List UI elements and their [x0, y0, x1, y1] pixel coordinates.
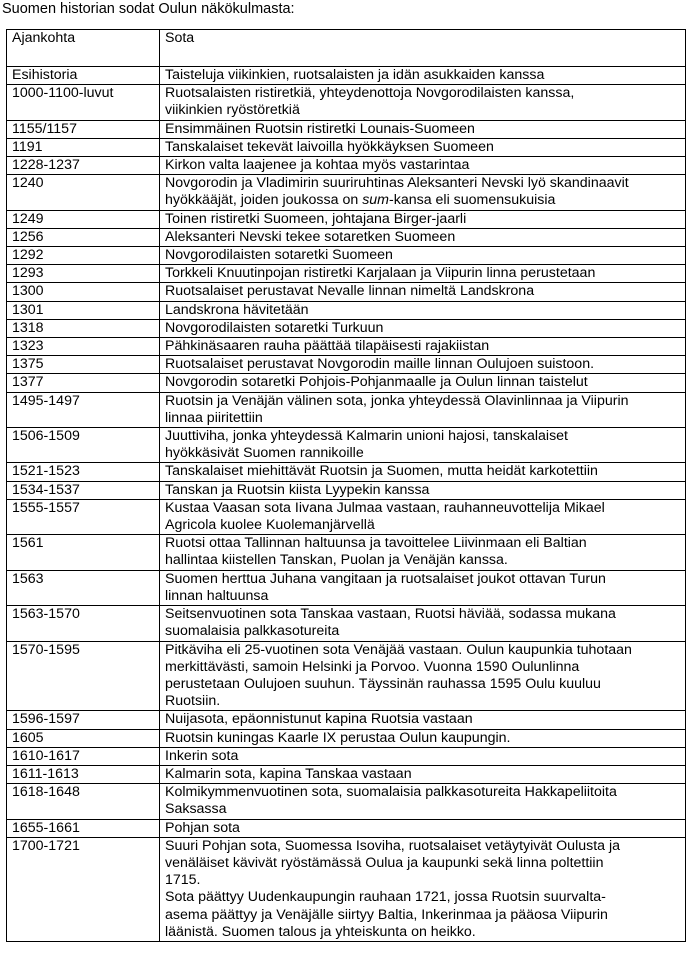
table-row: [7, 765, 686, 783]
period-cell: 1256: [7, 228, 160, 246]
period-cell: 1495-1497: [7, 392, 160, 427]
table-row: [7, 535, 686, 570]
table-row: [7, 570, 686, 605]
war-cell: Tanskalaiset miehittävät Ruotsin ja Suomen, mutta heidät karkotettiin: [160, 463, 686, 481]
period-cell: 1155/1157: [7, 120, 160, 138]
war-cell: Taisteluja viikinkien, ruotsalaisten ja idän asukkaiden kanssa: [160, 67, 686, 85]
period-cell: 1506-1509: [7, 428, 160, 463]
table-row: [7, 175, 686, 210]
table-row: [7, 228, 686, 246]
table-row: [7, 210, 686, 228]
table-row: [7, 301, 686, 319]
war-cell: Ruotsin ja Venäjän välinen sota, jonka yhteydessä Olavinlinnaa ja Viipurin linnaa piiritettiin: [160, 392, 686, 427]
war-cell: Seitsenvuotinen sota Tanskaa vastaan, Ruotsi häviää, sodassa mukana suomalaisia palkkasotureita: [160, 606, 686, 641]
table-row: [7, 120, 686, 138]
table-row: [7, 641, 686, 711]
table-row: [7, 338, 686, 356]
war-cell: Nuijasota, epäonnistunut kapina Ruotsia vastaan: [160, 711, 686, 729]
war-cell: Suomen herttua Juhana vangitaan ja ruotsalaiset joukot ottavan Turun linnan haltuunsa: [160, 570, 686, 605]
war-cell: Kustaa Vaasan sota Iivana Julmaa vastaan, rauhanneuvottelija Mikael Agricola kuolee Kuolemanjärvellä: [160, 499, 686, 534]
war-cell: Pähkinäsaaren rauha päättää tilapäisesti rajakiistan: [160, 338, 686, 356]
table-row: [7, 392, 686, 427]
period-cell: 1301: [7, 301, 160, 319]
table-row: [7, 837, 686, 941]
war-cell: Novgorodin sotaretki Pohjois-Pohjanmaalle ja Oulun linnan taistelut: [160, 374, 686, 392]
document-title: Suomen historian sodat Oulun näkökulmasta:: [2, 1, 295, 17]
table-row: [7, 265, 686, 283]
table-row: [7, 157, 686, 175]
war-text-part: -kansa eli suomensukuisia: [389, 192, 556, 209]
period-cell: 1375: [7, 356, 160, 374]
war-cell: Ruotsalaiset perustavat Novgorodin maille linnan Oulujoen suistoon.: [160, 356, 686, 374]
table-row: [7, 606, 686, 641]
war-cell: Novgorodilaisten sotaretki Suomeen: [160, 247, 686, 265]
header-row: [7, 30, 686, 67]
war-text-emphasis: sum: [362, 192, 389, 209]
period-cell: 1611-1613: [7, 765, 160, 783]
period-cell: 1563: [7, 570, 160, 605]
period-cell: 1534-1537: [7, 481, 160, 499]
war-cell: Inkerin sota: [160, 747, 686, 765]
period-cell: 1618-1648: [7, 784, 160, 819]
header-war: Sota: [160, 30, 686, 67]
table-row: [7, 463, 686, 481]
war-cell: Tanskalaiset tekevät laivoilla hyökkäyksen Suomeen: [160, 138, 686, 156]
table-row: [7, 499, 686, 534]
period-cell: 1323: [7, 338, 160, 356]
wars-table: [6, 29, 686, 942]
period-cell: 1610-1617: [7, 747, 160, 765]
war-cell: Ruotsin kuningas Kaarle IX perustaa Oulun kaupungin.: [160, 729, 686, 747]
table-row: [7, 85, 686, 120]
war-cell: Pitkäviha eli 25-vuotinen sota Venäjää vastaan. Oulun kaupunkia tuhotaan merkittävästi, samoin Helsinki ja Porvoo. Vuonna 1590 Oulunlinna perustetaan Oulujoen suuhun. Täyssinän rauhassa 1595 Oulu kuuluu Ruotsiin.: [160, 641, 686, 711]
period-cell: 1249: [7, 210, 160, 228]
period-cell: 1000-1100-luvut: [7, 85, 160, 120]
table-row: [7, 283, 686, 301]
war-text-part: Novgorodin ja Vladimirin suuriruhtinas Aleksanteri Nevski lyö skandinaavit hyökkääjät, joiden joukossa on: [165, 175, 629, 209]
war-cell: Toinen ristiretki Suomeen, johtajana Birger-jaarli: [160, 210, 686, 228]
war-cell: Tanskan ja Ruotsin kiista Lyypekin kanssa: [160, 481, 686, 499]
war-cell: Novgorodilaisten sotaretki Turkuun: [160, 319, 686, 337]
table-row: [7, 784, 686, 819]
period-cell: 1561: [7, 535, 160, 570]
table-row: [7, 729, 686, 747]
war-cell: Ruotsalaisten ristiretkiä, yhteydenottoja Novgorodilaisten kanssa, viikinkien ryöstöretkiä: [160, 85, 686, 120]
war-cell: Ruotsi ottaa Tallinnan haltuunsa ja tavoittelee Liivinmaan eli Baltian hallintaa kiistellen Tanskan, Puolan ja Venäjän kanssa.: [160, 535, 686, 570]
table-row: [7, 356, 686, 374]
war-cell: Ruotsalaiset perustavat Nevalle linnan nimeltä Landskrona: [160, 283, 686, 301]
table-row: [7, 67, 686, 85]
period-cell: 1555-1557: [7, 499, 160, 534]
period-cell: 1292: [7, 247, 160, 265]
period-cell: Esihistoria: [7, 67, 160, 85]
period-cell: 1293: [7, 265, 160, 283]
war-cell: Kolmikymmenvuotinen sota, suomalaisia palkkasotureita Hakkapeliitoita Saksassa: [160, 784, 686, 819]
table-row: [7, 481, 686, 499]
table-row: [7, 374, 686, 392]
header-period: Ajankohta: [7, 30, 160, 67]
period-cell: 1655-1661: [7, 819, 160, 837]
war-cell: [160, 175, 686, 210]
period-cell: 1228-1237: [7, 157, 160, 175]
table-row: [7, 819, 686, 837]
war-cell: Torkkeli Knuutinpojan ristiretki Karjalaan ja Viipurin linna perustetaan: [160, 265, 686, 283]
period-cell: 1563-1570: [7, 606, 160, 641]
table-row: [7, 319, 686, 337]
period-cell: 1240: [7, 175, 160, 210]
table-row: [7, 711, 686, 729]
table-row: [7, 428, 686, 463]
war-cell: Kirkon valta laajenee ja kohtaa myös vastarintaa: [160, 157, 686, 175]
period-cell: 1377: [7, 374, 160, 392]
period-cell: 1318: [7, 319, 160, 337]
war-cell: Suuri Pohjan sota, Suomessa Isoviha, ruotsalaiset vetäytyivät Oulusta ja venäläiset kävivät ryöstämässä Oulua ja kaupunki sekä linna poltettiin 1715. Sota päättyy Uudenkaupungin rauhaan 1721, jossa Ruotsin suurvalta- asema päättyy ja Venäjälle siirtyy Baltia, Inkerinmaa ja pääosa Viipurin läänistä. Suomen talous ja yhteiskunta on heikko.: [160, 837, 686, 941]
table-row: [7, 747, 686, 765]
period-cell: 1605: [7, 729, 160, 747]
table-row: [7, 247, 686, 265]
war-cell: Kalmarin sota, kapina Tanskaa vastaan: [160, 765, 686, 783]
war-cell: Aleksanteri Nevski tekee sotaretken Suomeen: [160, 228, 686, 246]
period-cell: 1700-1721: [7, 837, 160, 941]
period-cell: 1596-1597: [7, 711, 160, 729]
table-row: [7, 138, 686, 156]
period-cell: 1300: [7, 283, 160, 301]
war-cell: Landskrona hävitetään: [160, 301, 686, 319]
period-cell: 1191: [7, 138, 160, 156]
war-cell: Juuttiviha, jonka yhteydessä Kalmarin unioni hajosi, tanskalaiset hyökkäsivät Suomen rannikoille: [160, 428, 686, 463]
war-cell: Pohjan sota: [160, 819, 686, 837]
war-cell: Ensimmäinen Ruotsin ristiretki Lounais-Suomeen: [160, 120, 686, 138]
period-cell: 1570-1595: [7, 641, 160, 711]
period-cell: 1521-1523: [7, 463, 160, 481]
